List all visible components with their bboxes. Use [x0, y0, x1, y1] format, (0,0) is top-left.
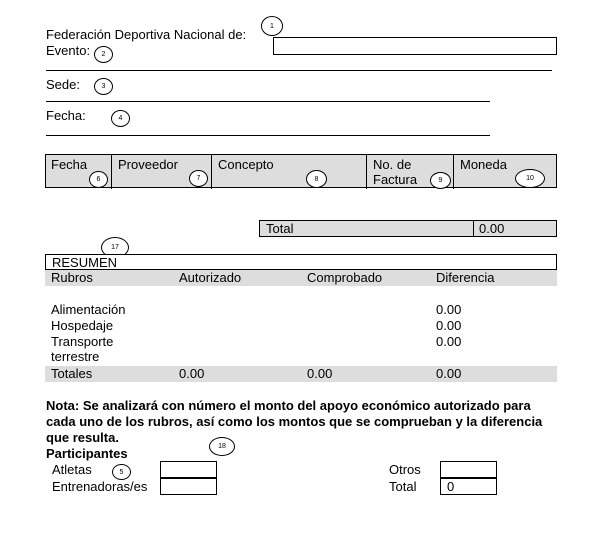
- header-concepto: Concepto: [211, 155, 366, 189]
- col-diferencia: Diferencia: [436, 270, 495, 285]
- header-moneda: Moneda: [453, 155, 557, 189]
- marker-3: 3: [94, 78, 113, 95]
- otros-label: Otros: [389, 462, 421, 477]
- totales-label: Totales: [51, 366, 93, 381]
- participantes-title: Participantes: [46, 446, 128, 461]
- nota-text: Nota: Se analizará con número el monto del apoyo económico autorizado para cada uno de los rubros, así como los montos que se comprueban y la diferencia que resulta.: [46, 398, 543, 445]
- fecha-line[interactable]: [46, 135, 490, 136]
- marker-7: 7: [189, 170, 208, 187]
- federacion-input[interactable]: [273, 37, 557, 55]
- marker-4: 4: [111, 110, 130, 127]
- otros-input[interactable]: [440, 461, 497, 478]
- evento-label: Evento:: [46, 43, 91, 58]
- marker-8: 8: [306, 170, 327, 188]
- rubro-alimentacion: Alimentación: [51, 302, 126, 317]
- sede-line[interactable]: [46, 101, 490, 102]
- resumen-title-box: [45, 254, 557, 270]
- marker-9: 9: [430, 172, 451, 189]
- participantes-total-label: Total: [389, 479, 417, 494]
- atletas-label: Atletas: [52, 462, 92, 477]
- fecha-label: Fecha:: [46, 108, 86, 123]
- header-proveedor: Proveedor: [111, 155, 211, 189]
- totales-autorizado: 0.00: [179, 366, 205, 381]
- diferencia-transporte: 0.00: [436, 334, 462, 349]
- expenses-total-divider: [473, 221, 474, 236]
- col-comprobado: Comprobado: [307, 270, 383, 285]
- marker-1: 1: [261, 16, 283, 36]
- expenses-table-header: [45, 154, 557, 188]
- participantes-total-box: [440, 478, 497, 495]
- marker-6: 6: [89, 171, 108, 188]
- expenses-total-label: Total: [266, 221, 294, 236]
- expenses-total-value: 0.00: [479, 221, 505, 236]
- header-no-factura: No. de Factura: [366, 155, 442, 189]
- rubro-hospedaje: Hospedaje: [51, 318, 114, 333]
- marker-18: 18: [209, 437, 235, 456]
- sede-label: Sede:: [46, 77, 80, 92]
- resumen-title: RESUMEN: [52, 255, 118, 270]
- marker-5: 5: [112, 464, 131, 480]
- totales-diferencia: 0.00: [436, 366, 462, 381]
- marker-2: 2: [94, 46, 113, 63]
- marker-17: 17: [101, 237, 129, 258]
- federacion-label: Federación Deportiva Nacional de:: [46, 27, 247, 42]
- diferencia-alimentacion: 0.00: [436, 302, 462, 317]
- marker-10: 10: [515, 169, 545, 188]
- col-autorizado: Autorizado: [179, 270, 242, 285]
- atletas-input[interactable]: [160, 461, 217, 478]
- header-fecha: Fecha: [51, 157, 88, 172]
- col-rubros: Rubros: [51, 270, 93, 285]
- entrenadores-label: Entrenadoras/es: [52, 479, 148, 494]
- participantes-total-value: 0: [447, 479, 455, 494]
- resumen-header-row: [45, 270, 557, 286]
- expenses-total-row: [259, 220, 557, 237]
- resumen-totales-row: [45, 366, 557, 382]
- entrenadores-input[interactable]: [160, 478, 217, 495]
- evento-line[interactable]: [46, 70, 552, 71]
- diferencia-hospedaje: 0.00: [436, 318, 462, 333]
- totales-comprobado: 0.00: [307, 366, 333, 381]
- rubro-transporte: Transporte terrestre: [51, 334, 114, 364]
